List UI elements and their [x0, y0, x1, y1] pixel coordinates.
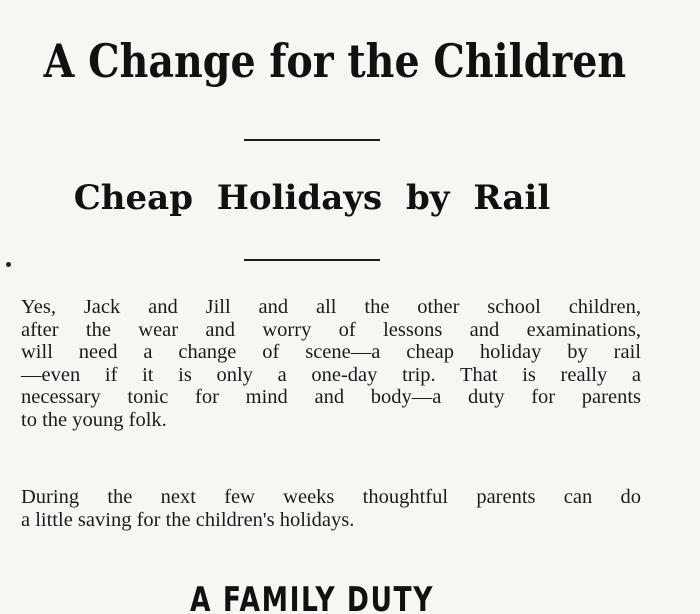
headline-divider	[244, 139, 380, 141]
section-heading: A FAMILY DUTY	[190, 580, 434, 614]
body-paragraph-1	[21, 296, 641, 432]
text-line: Yes, Jack and Jill and all the other school children,	[21, 296, 641, 318]
text-line: to the young folk.	[21, 408, 167, 431]
article-headline: A Change for the Children	[43, 34, 627, 88]
text-line: —even if it is only a one-day trip. That is really a	[21, 363, 641, 386]
article-subheadline: Cheap Holidays by Rail	[73, 178, 551, 218]
text-line: necessary tonic for mind and body—a duty for parents	[21, 386, 641, 409]
body-paragraph-2	[21, 486, 641, 531]
subheadline-divider	[244, 259, 380, 261]
text-line: During the next few weeks thoughtful parents can do	[21, 486, 641, 508]
text-line: after the wear and worry of lessons and examinations,	[21, 318, 641, 341]
text-line: will need a change of scene—a cheap holiday by rail	[21, 341, 641, 364]
print-speck	[6, 262, 11, 267]
text-line: a little saving for the children's holidays.	[21, 508, 355, 531]
